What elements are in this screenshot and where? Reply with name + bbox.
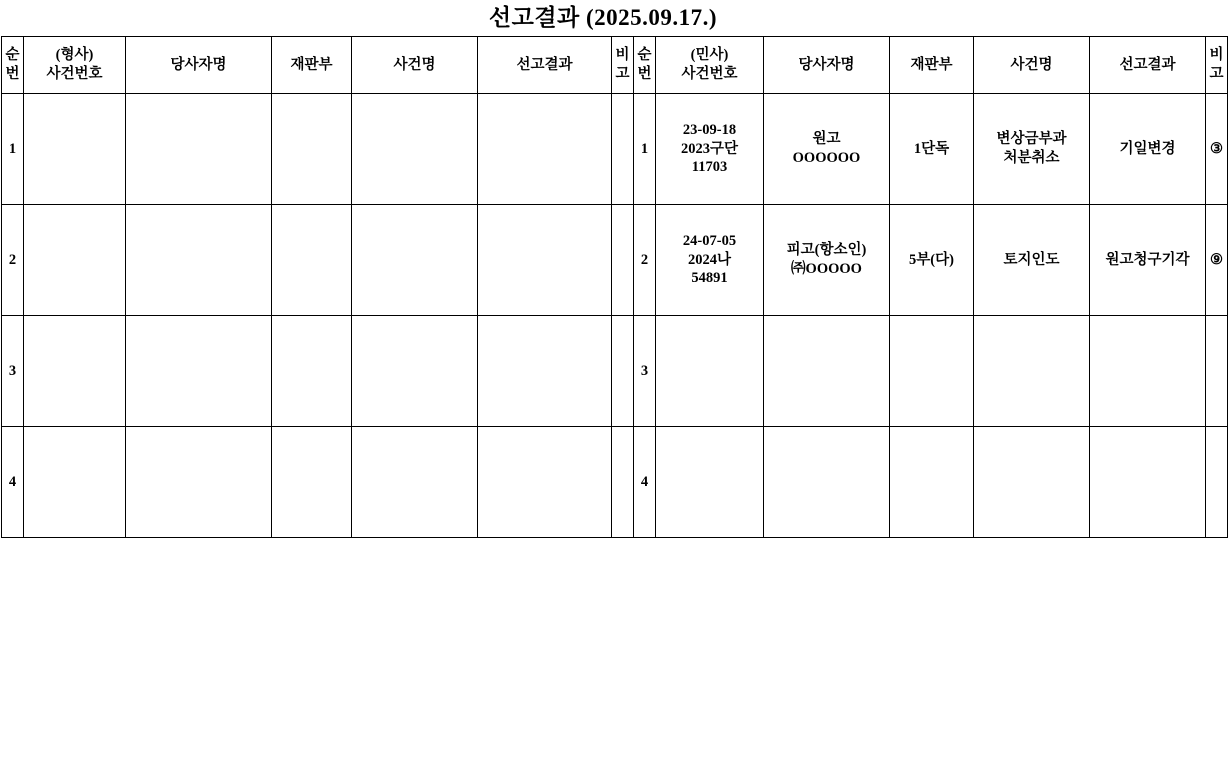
criminal-case-no[interactable] (24, 205, 126, 316)
criminal-seq: 1 (2, 94, 24, 205)
criminal-case-name[interactable] (352, 427, 478, 538)
criminal-case-name[interactable] (352, 316, 478, 427)
civil-case-name[interactable] (974, 316, 1090, 427)
criminal-court[interactable] (272, 427, 352, 538)
civil-note[interactable] (1206, 316, 1228, 427)
civil-case-no[interactable] (656, 427, 764, 538)
criminal-case-no[interactable] (24, 94, 126, 205)
header-criminal-case-no-line2: 사건번호 (46, 66, 103, 82)
criminal-seq: 4 (2, 427, 24, 538)
civil-note[interactable]: ③ (1206, 94, 1228, 205)
header-criminal-seq-line2: 번 (5, 66, 20, 82)
header-civil-case-no-line1: (민사) (690, 47, 729, 64)
civil-case-no-line3: 54891 (691, 270, 728, 287)
civil-party[interactable] (764, 316, 890, 427)
civil-case-no-line3: 11703 (691, 159, 728, 176)
header-civil-case-no (656, 37, 764, 94)
header-civil-note (1206, 37, 1228, 94)
header-civil-note-line1: 비 (1209, 47, 1224, 64)
header-criminal-case-no (24, 37, 126, 94)
civil-note[interactable]: ⑨ (1206, 205, 1228, 316)
civil-case-no-line1: 24-07-05 (682, 233, 737, 250)
header-criminal-seq-line1: 순 (5, 47, 20, 64)
civil-case-no-line2: 2023구단 (680, 140, 738, 157)
criminal-court[interactable] (272, 205, 352, 316)
criminal-case-no[interactable] (24, 316, 126, 427)
table-row (2, 205, 1228, 316)
criminal-note[interactable] (612, 427, 634, 538)
civil-case-no-line1: 23-09-18 (682, 122, 737, 139)
civil-case-name-line1: 변상금부과 (996, 131, 1067, 148)
criminal-case-name[interactable] (352, 94, 478, 205)
criminal-case-no[interactable] (24, 427, 126, 538)
civil-result[interactable]: 원고청구기각 (1090, 205, 1206, 316)
civil-result[interactable] (1090, 316, 1206, 427)
header-civil-seq-line2: 번 (637, 66, 652, 82)
header-criminal-case-no-line1: (형사) (55, 47, 94, 64)
civil-case-no[interactable] (656, 94, 764, 205)
header-criminal-result: 선고결과 (478, 37, 612, 94)
criminal-result[interactable] (478, 205, 612, 316)
civil-party-line2: ㈜OOOOO (791, 261, 862, 277)
criminal-result[interactable] (478, 94, 612, 205)
civil-note[interactable] (1206, 427, 1228, 538)
criminal-party[interactable] (126, 316, 272, 427)
header-criminal-note-line1: 비 (615, 47, 630, 64)
criminal-result[interactable] (478, 427, 612, 538)
table-header (2, 37, 1228, 94)
criminal-seq: 2 (2, 205, 24, 316)
civil-result[interactable] (1090, 427, 1206, 538)
criminal-case-name[interactable] (352, 205, 478, 316)
civil-seq: 2 (634, 205, 656, 316)
civil-case-name[interactable] (974, 94, 1090, 205)
civil-case-name[interactable] (974, 427, 1090, 538)
table-row (2, 94, 1228, 205)
sentencing-results-table (1, 36, 1228, 538)
header-row (2, 37, 1228, 94)
criminal-party[interactable] (126, 427, 272, 538)
criminal-note[interactable] (612, 316, 634, 427)
criminal-note[interactable] (612, 205, 634, 316)
civil-seq: 4 (634, 427, 656, 538)
civil-result[interactable]: 기일변경 (1090, 94, 1206, 205)
table-body (2, 94, 1228, 538)
civil-case-name-line2: 처분취소 (1003, 150, 1060, 166)
header-criminal-court: 재판부 (272, 37, 352, 94)
civil-court[interactable]: 1단독 (890, 94, 974, 205)
civil-case-no-line2: 2024나 (687, 251, 731, 268)
header-criminal-note (612, 37, 634, 94)
criminal-court[interactable] (272, 316, 352, 427)
civil-court[interactable] (890, 316, 974, 427)
civil-party[interactable] (764, 94, 890, 205)
header-civil-result: 선고결과 (1090, 37, 1206, 94)
header-civil-case-name: 사건명 (974, 37, 1090, 94)
criminal-seq: 3 (2, 316, 24, 427)
civil-case-no[interactable] (656, 316, 764, 427)
page-title: 선고결과 (2025.09.17.) (488, 5, 718, 30)
civil-case-no[interactable] (656, 205, 764, 316)
civil-seq: 1 (634, 94, 656, 205)
civil-party[interactable] (764, 427, 890, 538)
criminal-note[interactable] (612, 94, 634, 205)
table-row (2, 427, 1228, 538)
civil-case-name-line1: 토지인도 (1003, 251, 1060, 268)
criminal-result[interactable] (478, 316, 612, 427)
table-row (2, 316, 1228, 427)
header-civil-seq-line1: 순 (637, 47, 652, 64)
civil-party-line1: 원고 (812, 131, 841, 148)
criminal-court[interactable] (272, 94, 352, 205)
civil-court[interactable] (890, 427, 974, 538)
civil-court[interactable]: 5부(다) (890, 205, 974, 316)
civil-party[interactable] (764, 205, 890, 316)
civil-party-line1: 피고(항소인) (786, 242, 867, 259)
civil-seq: 3 (634, 316, 656, 427)
header-criminal-note-line2: 고 (615, 66, 630, 82)
header-criminal-seq (2, 37, 24, 94)
header-civil-seq (634, 37, 656, 94)
header-civil-court: 재판부 (890, 37, 974, 94)
header-civil-party: 당사자명 (764, 37, 890, 94)
civil-party-line2: OOOOOO (792, 150, 861, 166)
criminal-party[interactable] (126, 205, 272, 316)
header-civil-case-no-line2: 사건번호 (681, 66, 738, 82)
civil-case-name[interactable] (974, 205, 1090, 316)
header-civil-note-line2: 고 (1209, 66, 1224, 82)
header-criminal-party: 당사자명 (126, 37, 272, 94)
header-criminal-case-name: 사건명 (352, 37, 478, 94)
criminal-party[interactable] (126, 94, 272, 205)
